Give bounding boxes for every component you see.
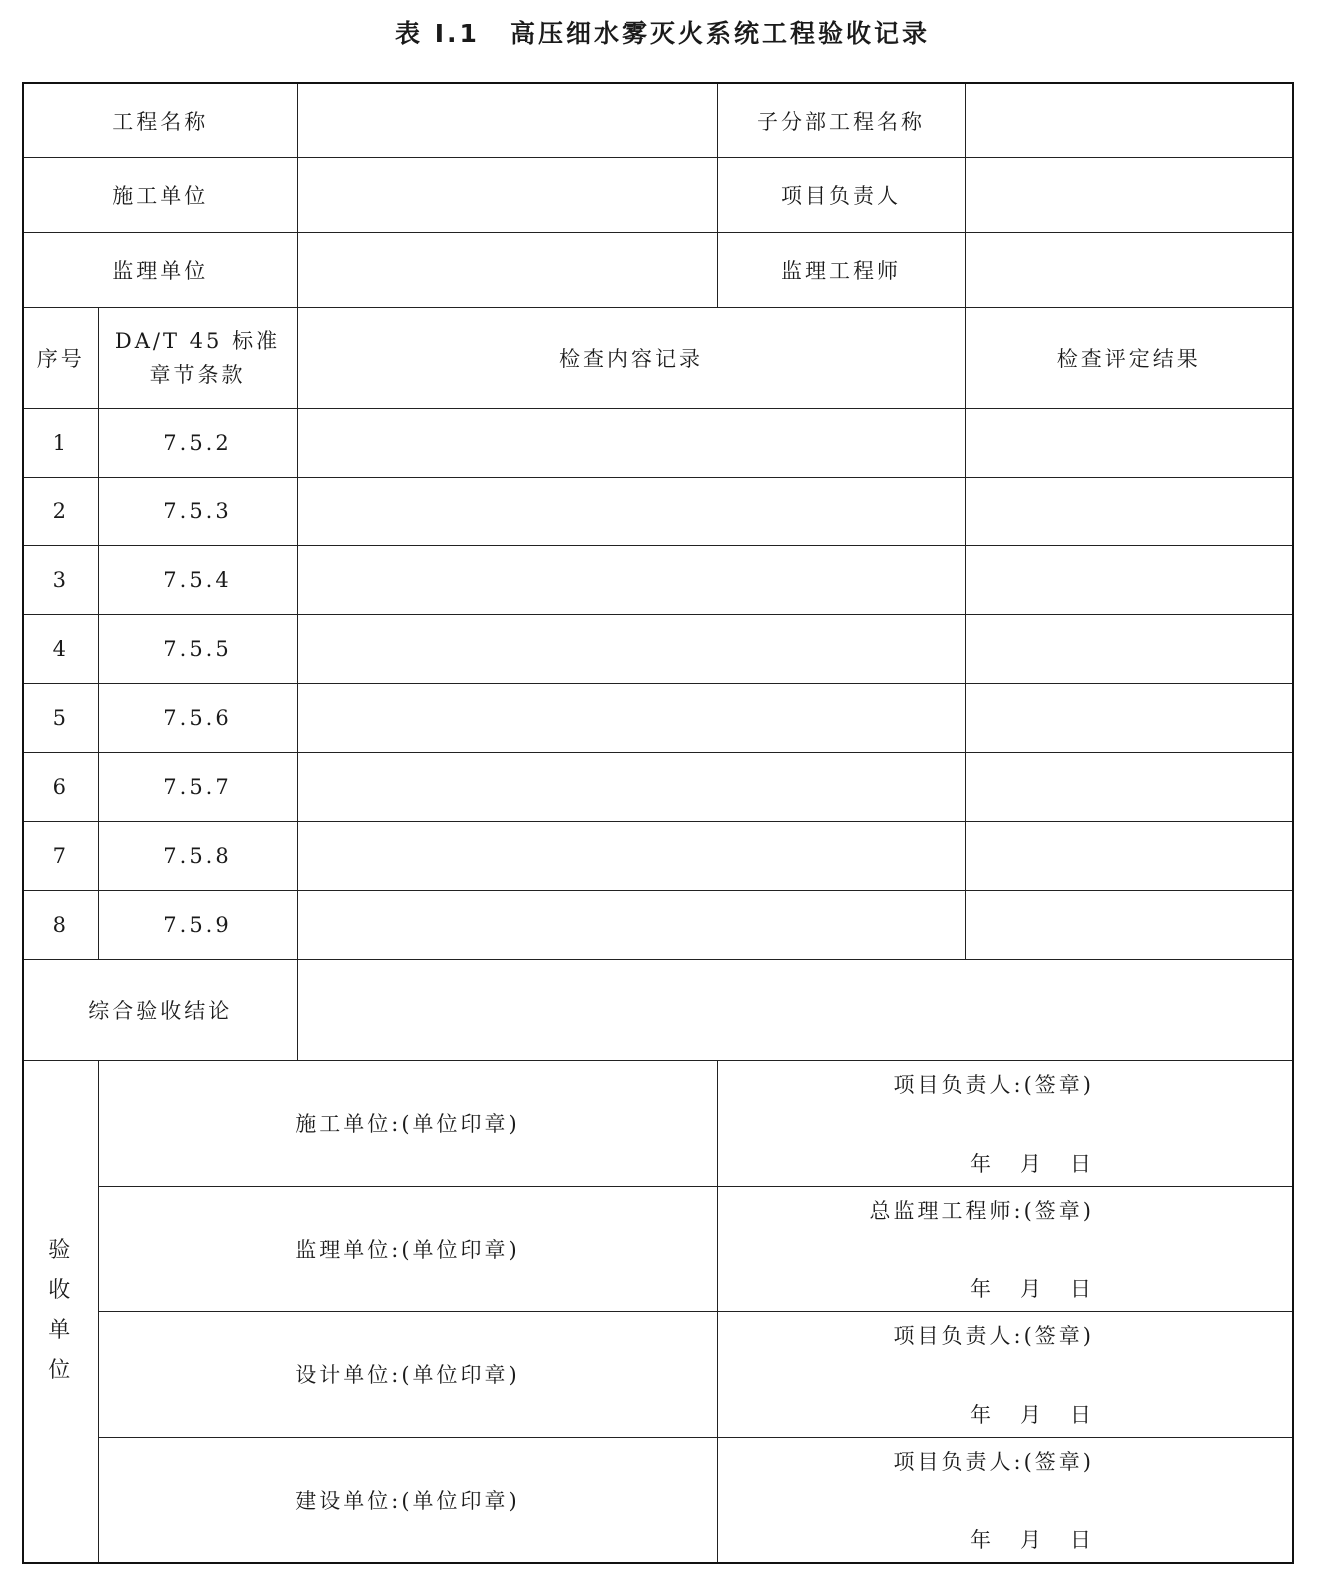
- row-content-field[interactable]: [297, 890, 965, 959]
- conclusion-row: [23, 959, 1293, 1060]
- supervision-engineer-label: 监理工程师: [717, 233, 965, 308]
- row-content-field[interactable]: [297, 684, 965, 753]
- row-result-field[interactable]: [965, 408, 1293, 477]
- sign-date: [970, 1399, 1094, 1429]
- sign-date: [970, 1273, 1094, 1303]
- design-signature-cell[interactable]: [717, 1312, 1293, 1438]
- clause-header-line1: DA/T 45 标准: [114, 329, 281, 353]
- row-clause: 7.5.8: [98, 821, 297, 890]
- project-lead-field[interactable]: [965, 158, 1293, 233]
- construction-unit-seal[interactable]: 施工单位:(单位印章): [98, 1060, 717, 1186]
- check-row: [23, 753, 1293, 822]
- row-content-field[interactable]: [297, 408, 965, 477]
- date-year: 年: [970, 1277, 994, 1302]
- supervision-engineer-field[interactable]: [965, 233, 1293, 308]
- signer-label: 总监理工程师:(签章): [869, 1198, 1094, 1223]
- date-day: 日: [1070, 1151, 1094, 1176]
- table-title: 高压细水雾灭火系统工程验收记录: [509, 19, 930, 48]
- check-row: [23, 821, 1293, 890]
- row-result-field[interactable]: [965, 753, 1293, 822]
- check-row: [23, 477, 1293, 546]
- signer-label: 项目负责人:(签章): [893, 1449, 1094, 1474]
- check-row: [23, 615, 1293, 684]
- clause-header-line2: 章节条款: [149, 363, 246, 387]
- conclusion-field[interactable]: [297, 959, 1293, 1060]
- row-content-field[interactable]: [297, 821, 965, 890]
- subproject-name-label: 子分部工程名称: [717, 83, 965, 158]
- row-result-field[interactable]: [965, 477, 1293, 546]
- design-unit-seal[interactable]: 设计单位:(单位印章): [98, 1312, 717, 1438]
- acceptance-row: [23, 1060, 1293, 1186]
- date-month: 月: [1020, 1528, 1044, 1552]
- row-result-field[interactable]: [965, 546, 1293, 615]
- table-number: 表 I.1: [395, 19, 480, 48]
- acceptance-record-table: [22, 82, 1294, 1564]
- row-seq: 4: [23, 615, 98, 684]
- owner-unit-seal[interactable]: 建设单位:(单位印章): [98, 1437, 717, 1563]
- signer-label: 项目负责人:(签章): [893, 1072, 1094, 1097]
- date-month: 月: [1020, 1402, 1044, 1427]
- check-row: [23, 890, 1293, 959]
- info-row-supervision: [23, 233, 1293, 308]
- acceptance-label-char: 验: [48, 1238, 74, 1264]
- info-row-project: [23, 83, 1293, 158]
- document-title: [0, 14, 1325, 50]
- construction-unit-label: 施工单位: [23, 158, 297, 233]
- date-year: 年: [970, 1151, 994, 1176]
- conclusion-label: 综合验收结论: [23, 959, 297, 1060]
- date-day: 日: [1070, 1528, 1094, 1552]
- row-seq: 2: [23, 477, 98, 546]
- check-header-row: [23, 308, 1293, 408]
- supervision-unit-seal[interactable]: 监理单位:(单位印章): [98, 1186, 717, 1312]
- date-month: 月: [1020, 1151, 1044, 1176]
- row-seq: 5: [23, 684, 98, 753]
- content-header: 检查内容记录: [297, 308, 965, 408]
- date-year: 年: [970, 1528, 994, 1552]
- row-seq: 1: [23, 408, 98, 477]
- row-content-field[interactable]: [297, 546, 965, 615]
- row-seq: 6: [23, 753, 98, 822]
- row-result-field[interactable]: [965, 821, 1293, 890]
- acceptance-row: [23, 1312, 1293, 1438]
- supervision-signature-cell[interactable]: [717, 1186, 1293, 1312]
- sign-date: [970, 1524, 1094, 1554]
- row-result-field[interactable]: [965, 684, 1293, 753]
- info-row-construction: [23, 158, 1293, 233]
- date-day: 日: [1070, 1402, 1094, 1427]
- owner-signature-cell[interactable]: [717, 1437, 1293, 1563]
- seq-header: 序号: [23, 308, 98, 408]
- row-clause: 7.5.9: [98, 890, 297, 959]
- row-seq: 3: [23, 546, 98, 615]
- construction-signature-cell[interactable]: [717, 1060, 1293, 1186]
- project-name-label: 工程名称: [23, 83, 297, 158]
- subproject-name-field[interactable]: [965, 83, 1293, 158]
- signer-label: 项目负责人:(签章): [893, 1324, 1094, 1349]
- supervision-unit-field[interactable]: [297, 233, 717, 308]
- date-year: 年: [970, 1402, 994, 1427]
- acceptance-label-char: 位: [48, 1358, 74, 1384]
- date-day: 日: [1070, 1277, 1094, 1302]
- row-clause: 7.5.7: [98, 753, 297, 822]
- row-seq: 8: [23, 890, 98, 959]
- acceptance-label-char: 单: [48, 1318, 74, 1344]
- row-seq: 7: [23, 821, 98, 890]
- check-row: [23, 546, 1293, 615]
- date-month: 月: [1020, 1277, 1044, 1302]
- row-content-field[interactable]: [297, 753, 965, 822]
- project-name-field[interactable]: [297, 83, 717, 158]
- row-result-field[interactable]: [965, 890, 1293, 959]
- row-content-field[interactable]: [297, 477, 965, 546]
- project-lead-label: 项目负责人: [717, 158, 965, 233]
- row-clause: 7.5.2: [98, 408, 297, 477]
- acceptance-row: [23, 1186, 1293, 1312]
- acceptance-units-label: [23, 1060, 98, 1563]
- row-clause: 7.5.5: [98, 615, 297, 684]
- construction-unit-field[interactable]: [297, 158, 717, 233]
- clause-header: [98, 308, 297, 408]
- acceptance-label-char: 收: [48, 1278, 74, 1304]
- result-header: 检查评定结果: [965, 308, 1293, 408]
- sign-date: [970, 1148, 1094, 1178]
- row-content-field[interactable]: [297, 615, 965, 684]
- acceptance-row: [23, 1437, 1293, 1563]
- row-clause: 7.5.3: [98, 477, 297, 546]
- supervision-unit-label: 监理单位: [23, 233, 297, 308]
- row-clause: 7.5.6: [98, 684, 297, 753]
- check-row: [23, 408, 1293, 477]
- check-row: [23, 684, 1293, 753]
- row-clause: 7.5.4: [98, 546, 297, 615]
- row-result-field[interactable]: [965, 615, 1293, 684]
